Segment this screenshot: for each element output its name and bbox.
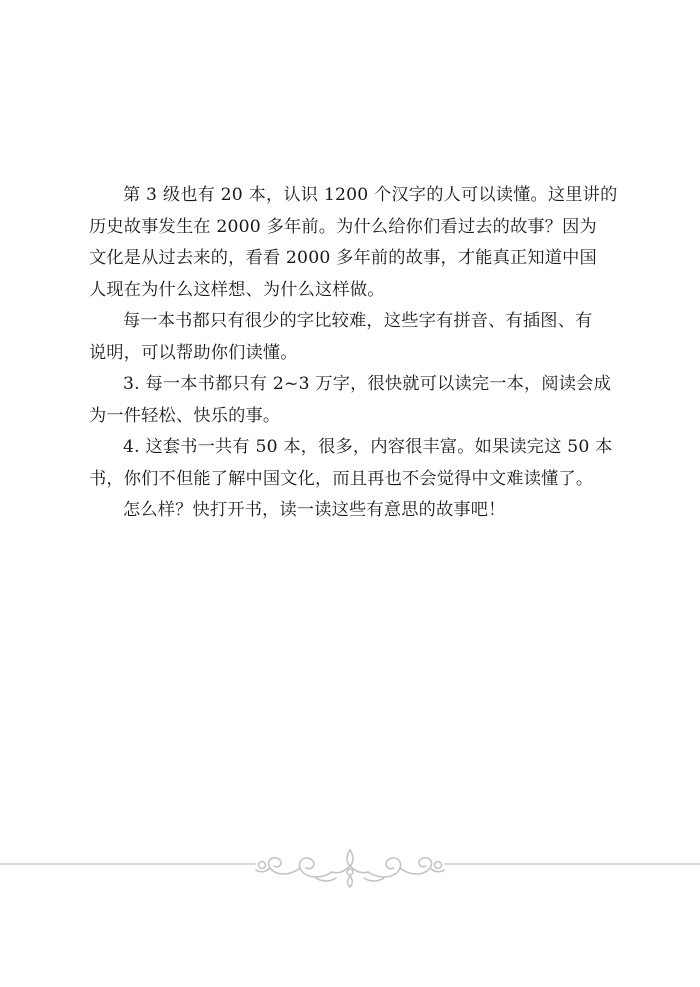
text-line: 第 3 级也有 20 本，认识 1200 个汉字的人可以读懂。这里讲的 xyxy=(123,185,618,205)
footer-ornament xyxy=(0,846,700,896)
scroll-flourish-ornament-icon xyxy=(256,850,444,887)
text-line: 文化是从过去来的，看看 2000 多年前的故事，才能真正知道中国 xyxy=(89,248,597,268)
text-line: 4. 这套书一共有 50 本，很多，内容很丰富。如果读完这 50 本 xyxy=(123,437,613,457)
text-line: 怎么样？快打开书，读一读这些有意思的故事吧！ xyxy=(123,500,506,520)
paragraph-level3 xyxy=(89,180,618,306)
text-line: 3. 每一本书都只有 2~3 万字，很快就可以读完一本，阅读会成 xyxy=(123,374,611,394)
paragraph-closing xyxy=(89,495,611,527)
paragraph-point-3 xyxy=(89,369,611,432)
text-line: 历史故事发生在 2000 多年前。为什么给你们看过去的故事？因为 xyxy=(89,216,597,237)
text-line: 书，你们不但能了解中国文化，而且再也不会觉得中文难读懂了。 xyxy=(89,468,594,489)
paragraph-point-4 xyxy=(89,432,611,495)
paragraph-hard-words xyxy=(89,306,611,369)
text-line: 每一本书都只有很少的字比较难，这些字有拼音、有插图、有 xyxy=(123,311,593,331)
body-text xyxy=(89,180,618,527)
text-line: 说明，可以帮助你们读懂。 xyxy=(89,342,298,363)
text-line: 为一件轻松、快乐的事。 xyxy=(89,405,281,426)
text-line: 人现在为什么这样想、为什么这样做。 xyxy=(89,279,385,300)
